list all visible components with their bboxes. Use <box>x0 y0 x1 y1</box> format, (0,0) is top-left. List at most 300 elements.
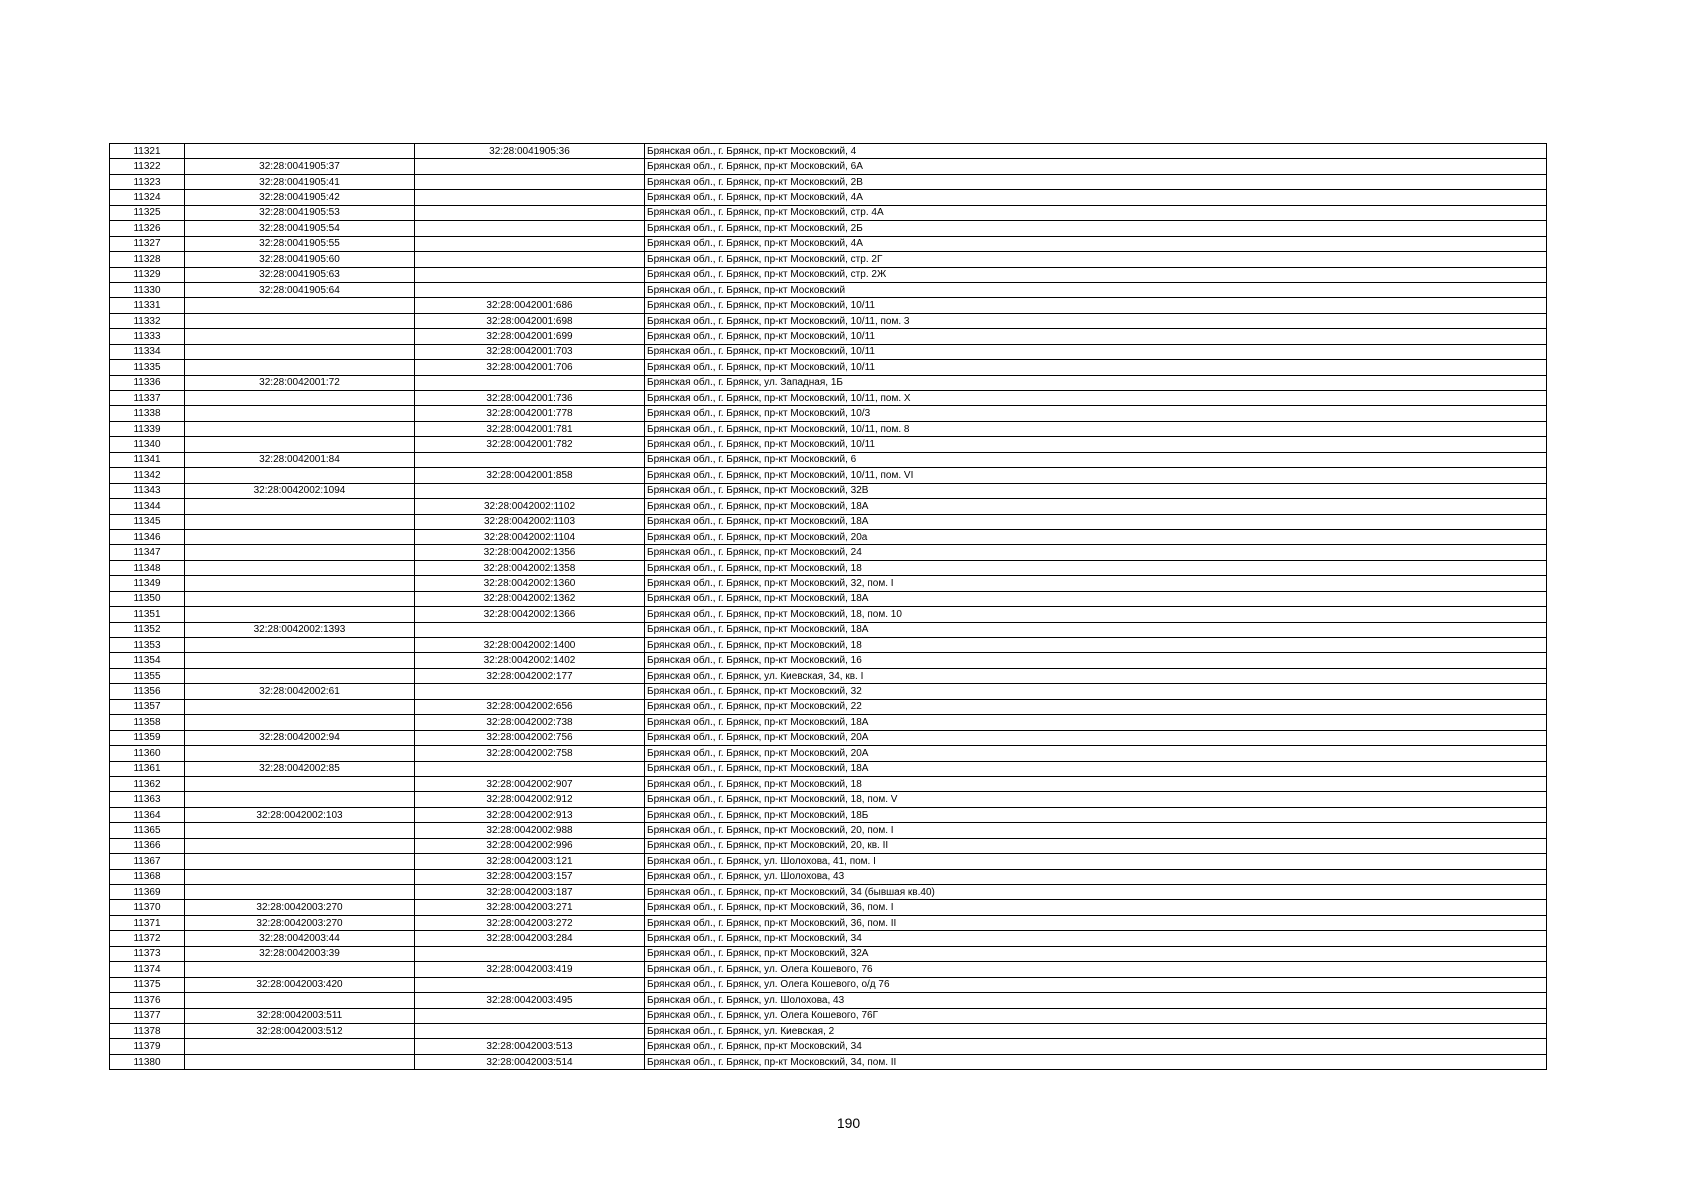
table-row <box>110 1023 1547 1038</box>
row-number-cell: 11367 <box>110 854 185 869</box>
related-cadastral-number-cell: 32:28:0042002:1362 <box>415 591 645 606</box>
cadastral-number-cell <box>185 746 415 761</box>
row-number-cell: 11322 <box>110 159 185 174</box>
address-cell: Брянская обл., г. Брянск, пр-кт Московский, 36, пом. I <box>645 900 1547 915</box>
row-number-cell: 11349 <box>110 576 185 591</box>
address-cell: Брянская обл., г. Брянск, ул. Олега Кошевого, 76 <box>645 962 1547 977</box>
address-cell: Брянская обл., г. Брянск, ул. Киевская, 34, кв. I <box>645 668 1547 683</box>
address-cell: Брянская обл., г. Брянск, ул. Шолохова, 43 <box>645 869 1547 884</box>
address-cell: Брянская обл., г. Брянск, пр-кт Московский, 34 <box>645 931 1547 946</box>
address-cell: Брянская обл., г. Брянск, пр-кт Московский, 6А <box>645 159 1547 174</box>
related-cadastral-number-cell: 32:28:0042003:514 <box>415 1054 645 1069</box>
row-number-cell: 11377 <box>110 1008 185 1023</box>
row-number-cell: 11371 <box>110 915 185 930</box>
related-cadastral-number-cell: 32:28:0042002:907 <box>415 776 645 791</box>
related-cadastral-number-cell: 32:28:0042001:686 <box>415 298 645 313</box>
table-row <box>110 869 1547 884</box>
address-cell: Брянская обл., г. Брянск, пр-кт Московский, 32А <box>645 946 1547 961</box>
address-cell: Брянская обл., г. Брянск, пр-кт Московский, 18А <box>645 622 1547 637</box>
cadastral-number-cell: 32:28:0041905:63 <box>185 267 415 282</box>
cadastral-number-cell <box>185 437 415 452</box>
address-cell: Брянская обл., г. Брянск, пр-кт Московский, 18А <box>645 591 1547 606</box>
address-cell: Брянская обл., г. Брянск, пр-кт Московский, 18 <box>645 560 1547 575</box>
address-cell: Брянская обл., г. Брянск, ул. Шолохова, 41, пом. I <box>645 854 1547 869</box>
related-cadastral-number-cell: 32:28:0042002:913 <box>415 807 645 822</box>
row-number-cell: 11360 <box>110 746 185 761</box>
related-cadastral-number-cell <box>415 174 645 189</box>
address-cell: Брянская обл., г. Брянск, пр-кт Московский, 20а <box>645 529 1547 544</box>
row-number-cell: 11365 <box>110 823 185 838</box>
row-number-cell: 11380 <box>110 1054 185 1069</box>
row-number-cell: 11357 <box>110 699 185 714</box>
row-number-cell: 11376 <box>110 993 185 1008</box>
address-cell: Брянская обл., г. Брянск, пр-кт Московский, 4 <box>645 144 1547 159</box>
cadastral-number-cell <box>185 545 415 560</box>
cadastral-number-cell: 32:28:0041905:42 <box>185 190 415 205</box>
related-cadastral-number-cell <box>415 267 645 282</box>
row-number-cell: 11335 <box>110 360 185 375</box>
table-row <box>110 1054 1547 1069</box>
address-cell: Брянская обл., г. Брянск, пр-кт Московский, 18 <box>645 776 1547 791</box>
cadastral-number-cell <box>185 776 415 791</box>
address-cell: Брянская обл., г. Брянск, пр-кт Московский, 20, пом. I <box>645 823 1547 838</box>
cadastral-number-cell <box>185 962 415 977</box>
cadastral-number-cell <box>185 1054 415 1069</box>
row-number-cell: 11348 <box>110 560 185 575</box>
row-number-cell: 11345 <box>110 514 185 529</box>
cadastral-number-cell: 32:28:0041905:37 <box>185 159 415 174</box>
address-cell: Брянская обл., г. Брянск, пр-кт Московский, 10/11 <box>645 360 1547 375</box>
cadastral-number-cell: 32:28:0042003:44 <box>185 931 415 946</box>
table-row <box>110 838 1547 853</box>
related-cadastral-number-cell <box>415 483 645 498</box>
address-cell: Брянская обл., г. Брянск, пр-кт Московский, 2Б <box>645 221 1547 236</box>
cadastral-number-cell <box>185 607 415 622</box>
address-cell: Брянская обл., г. Брянск, пр-кт Московский, 32, пом. I <box>645 576 1547 591</box>
cadastral-number-cell <box>185 329 415 344</box>
address-cell: Брянская обл., г. Брянск, пр-кт Московский <box>645 282 1547 297</box>
row-number-cell: 11326 <box>110 221 185 236</box>
table-row <box>110 684 1547 699</box>
address-cell: Брянская обл., г. Брянск, пр-кт Московский, стр. 2Ж <box>645 267 1547 282</box>
related-cadastral-number-cell: 32:28:0042003:495 <box>415 993 645 1008</box>
related-cadastral-number-cell <box>415 977 645 992</box>
row-number-cell: 11325 <box>110 205 185 220</box>
address-cell: Брянская обл., г. Брянск, пр-кт Московский, 34, пом. II <box>645 1054 1547 1069</box>
row-number-cell: 11362 <box>110 776 185 791</box>
row-number-cell: 11327 <box>110 236 185 251</box>
row-number-cell: 11368 <box>110 869 185 884</box>
table-row <box>110 360 1547 375</box>
row-number-cell: 11347 <box>110 545 185 560</box>
table-row <box>110 159 1547 174</box>
related-cadastral-number-cell: 32:28:0042002:1358 <box>415 560 645 575</box>
row-number-cell: 11344 <box>110 499 185 514</box>
table-row <box>110 607 1547 622</box>
row-number-cell: 11374 <box>110 962 185 977</box>
row-number-cell: 11341 <box>110 452 185 467</box>
related-cadastral-number-cell: 32:28:0042002:1102 <box>415 499 645 514</box>
row-number-cell: 11363 <box>110 792 185 807</box>
table-row <box>110 715 1547 730</box>
related-cadastral-number-cell: 32:28:0042001:858 <box>415 468 645 483</box>
row-number-cell: 11331 <box>110 298 185 313</box>
cadastral-number-cell: 32:28:0041905:54 <box>185 221 415 236</box>
cadastral-number-cell <box>185 576 415 591</box>
related-cadastral-number-cell <box>415 252 645 267</box>
cadastral-number-cell <box>185 514 415 529</box>
row-number-cell: 11375 <box>110 977 185 992</box>
table-row <box>110 514 1547 529</box>
address-cell: Брянская обл., г. Брянск, пр-кт Московский, 20А <box>645 730 1547 745</box>
related-cadastral-number-cell <box>415 452 645 467</box>
table-row <box>110 483 1547 498</box>
related-cadastral-number-cell <box>415 375 645 390</box>
related-cadastral-number-cell: 32:28:0042002:758 <box>415 746 645 761</box>
cadastral-number-cell <box>185 638 415 653</box>
cadastral-number-cell <box>185 298 415 313</box>
address-cell: Брянская обл., г. Брянск, пр-кт Московский, 4А <box>645 190 1547 205</box>
table-row <box>110 807 1547 822</box>
address-cell: Брянская обл., г. Брянск, пр-кт Московский, 18А <box>645 499 1547 514</box>
row-number-cell: 11378 <box>110 1023 185 1038</box>
related-cadastral-number-cell <box>415 190 645 205</box>
related-cadastral-number-cell: 32:28:0042002:988 <box>415 823 645 838</box>
table-body <box>110 144 1547 1070</box>
row-number-cell: 11350 <box>110 591 185 606</box>
related-cadastral-number-cell: 32:28:0042002:1402 <box>415 653 645 668</box>
address-cell: Брянская обл., г. Брянск, пр-кт Московский, стр. 2Г <box>645 252 1547 267</box>
related-cadastral-number-cell: 32:28:0042002:1360 <box>415 576 645 591</box>
related-cadastral-number-cell <box>415 221 645 236</box>
cadastral-number-cell <box>185 529 415 544</box>
address-cell: Брянская обл., г. Брянск, пр-кт Московский, 20А <box>645 746 1547 761</box>
cadastral-number-cell: 32:28:0042002:61 <box>185 684 415 699</box>
table-row <box>110 391 1547 406</box>
cadastral-number-cell: 32:28:0042002:94 <box>185 730 415 745</box>
cadastral-number-cell: 32:28:0042003:420 <box>185 977 415 992</box>
address-cell: Брянская обл., г. Брянск, пр-кт Московский, 18Б <box>645 807 1547 822</box>
table-row <box>110 545 1547 560</box>
address-cell: Брянская обл., г. Брянск, пр-кт Московский, 10/11 <box>645 298 1547 313</box>
row-number-cell: 11379 <box>110 1039 185 1054</box>
address-cell: Брянская обл., г. Брянск, пр-кт Московский, 34 <box>645 1039 1547 1054</box>
table-row <box>110 622 1547 637</box>
address-cell: Брянская обл., г. Брянск, пр-кт Московский, 10/11 <box>645 344 1547 359</box>
related-cadastral-number-cell: 32:28:0042003:121 <box>415 854 645 869</box>
related-cadastral-number-cell: 32:28:0042002:912 <box>415 792 645 807</box>
cadastral-number-cell <box>185 993 415 1008</box>
table-row <box>110 344 1547 359</box>
table-row <box>110 761 1547 776</box>
table-row <box>110 668 1547 683</box>
cadastral-number-cell <box>185 823 415 838</box>
cadastral-number-cell <box>185 313 415 328</box>
address-cell: Брянская обл., г. Брянск, пр-кт Московский, 10/11, пом. 8 <box>645 421 1547 436</box>
row-number-cell: 11329 <box>110 267 185 282</box>
row-number-cell: 11340 <box>110 437 185 452</box>
table-row <box>110 823 1547 838</box>
related-cadastral-number-cell: 32:28:0042001:781 <box>415 421 645 436</box>
address-cell: Брянская обл., г. Брянск, пр-кт Московский, 32В <box>645 483 1547 498</box>
related-cadastral-number-cell: 32:28:0042003:271 <box>415 900 645 915</box>
table-row <box>110 1008 1547 1023</box>
related-cadastral-number-cell: 32:28:0042001:782 <box>415 437 645 452</box>
address-cell: Брянская обл., г. Брянск, пр-кт Московский, 18А <box>645 514 1547 529</box>
cadastral-number-cell <box>185 560 415 575</box>
cadastral-number-cell: 32:28:0042003:39 <box>185 946 415 961</box>
related-cadastral-number-cell: 32:28:0042002:1356 <box>415 545 645 560</box>
table-row <box>110 993 1547 1008</box>
related-cadastral-number-cell: 32:28:0042001:699 <box>415 329 645 344</box>
row-number-cell: 11334 <box>110 344 185 359</box>
row-number-cell: 11321 <box>110 144 185 159</box>
address-cell: Брянская обл., г. Брянск, пр-кт Московский, 18А <box>645 761 1547 776</box>
address-cell: Брянская обл., г. Брянск, пр-кт Московский, 10/11 <box>645 437 1547 452</box>
row-number-cell: 11359 <box>110 730 185 745</box>
address-cell: Брянская обл., г. Брянск, пр-кт Московский, 36, пом. II <box>645 915 1547 930</box>
address-cell: Брянская обл., г. Брянск, ул. Олега Кошевого, о/д 76 <box>645 977 1547 992</box>
address-cell: Брянская обл., г. Брянск, пр-кт Московский, 34 (бывшая кв.40) <box>645 885 1547 900</box>
row-number-cell: 11332 <box>110 313 185 328</box>
table-row <box>110 421 1547 436</box>
table-row <box>110 591 1547 606</box>
related-cadastral-number-cell: 32:28:0042003:272 <box>415 915 645 930</box>
table-row <box>110 375 1547 390</box>
related-cadastral-number-cell: 32:28:0041905:36 <box>415 144 645 159</box>
row-number-cell: 11373 <box>110 946 185 961</box>
row-number-cell: 11354 <box>110 653 185 668</box>
row-number-cell: 11358 <box>110 715 185 730</box>
address-cell: Брянская обл., г. Брянск, ул. Олега Кошевого, 76Г <box>645 1008 1547 1023</box>
table-row <box>110 406 1547 421</box>
related-cadastral-number-cell: 32:28:0042002:996 <box>415 838 645 853</box>
table-row <box>110 792 1547 807</box>
related-cadastral-number-cell: 32:28:0042003:419 <box>415 962 645 977</box>
address-cell: Брянская обл., г. Брянск, ул. Западная, 1Б <box>645 375 1547 390</box>
related-cadastral-number-cell: 32:28:0042003:284 <box>415 931 645 946</box>
related-cadastral-number-cell: 32:28:0042002:1366 <box>415 607 645 622</box>
table-row <box>110 900 1547 915</box>
row-number-cell: 11328 <box>110 252 185 267</box>
table-row <box>110 854 1547 869</box>
table-row <box>110 931 1547 946</box>
cadastral-number-cell: 32:28:0042001:84 <box>185 452 415 467</box>
address-cell: Брянская обл., г. Брянск, пр-кт Московский, 18, пом. 10 <box>645 607 1547 622</box>
related-cadastral-number-cell: 32:28:0042003:187 <box>415 885 645 900</box>
cadastral-number-cell: 32:28:0042003:512 <box>185 1023 415 1038</box>
related-cadastral-number-cell: 32:28:0042003:513 <box>415 1039 645 1054</box>
cadastral-number-cell <box>185 591 415 606</box>
cadastral-number-cell: 32:28:0041905:41 <box>185 174 415 189</box>
address-cell: Брянская обл., г. Брянск, пр-кт Московский, 24 <box>645 545 1547 560</box>
row-number-cell: 11339 <box>110 421 185 436</box>
row-number-cell: 11356 <box>110 684 185 699</box>
cadastral-number-cell: 32:28:0042002:103 <box>185 807 415 822</box>
table-row <box>110 946 1547 961</box>
row-number-cell: 11366 <box>110 838 185 853</box>
related-cadastral-number-cell <box>415 761 645 776</box>
related-cadastral-number-cell <box>415 282 645 297</box>
row-number-cell: 11333 <box>110 329 185 344</box>
cadastral-number-cell <box>185 885 415 900</box>
row-number-cell: 11338 <box>110 406 185 421</box>
row-number-cell: 11342 <box>110 468 185 483</box>
cadastral-number-cell: 32:28:0042003:270 <box>185 900 415 915</box>
row-number-cell: 11353 <box>110 638 185 653</box>
address-cell: Брянская обл., г. Брянск, пр-кт Московский, 20, кв. II <box>645 838 1547 853</box>
related-cadastral-number-cell: 32:28:0042002:1400 <box>415 638 645 653</box>
related-cadastral-number-cell: 32:28:0042001:736 <box>415 391 645 406</box>
cadastral-number-cell <box>185 699 415 714</box>
table-row <box>110 776 1547 791</box>
table-row <box>110 252 1547 267</box>
address-cell: Брянская обл., г. Брянск, пр-кт Московский, 22 <box>645 699 1547 714</box>
address-cell: Брянская обл., г. Брянск, пр-кт Московский, 10/11, пом. VI <box>645 468 1547 483</box>
address-cell: Брянская обл., г. Брянск, ул. Шолохова, 43 <box>645 993 1547 1008</box>
cadastral-number-cell: 32:28:0042003:270 <box>185 915 415 930</box>
table-row <box>110 962 1547 977</box>
cadastral-number-cell: 32:28:0041905:64 <box>185 282 415 297</box>
table-row <box>110 746 1547 761</box>
cadastral-number-cell <box>185 838 415 853</box>
cadastral-number-cell <box>185 406 415 421</box>
row-number-cell: 11330 <box>110 282 185 297</box>
cadastral-number-cell <box>185 499 415 514</box>
cadastral-number-cell <box>185 421 415 436</box>
row-number-cell: 11336 <box>110 375 185 390</box>
related-cadastral-number-cell <box>415 622 645 637</box>
row-number-cell: 11364 <box>110 807 185 822</box>
table-row <box>110 730 1547 745</box>
related-cadastral-number-cell <box>415 684 645 699</box>
row-number-cell: 11372 <box>110 931 185 946</box>
related-cadastral-number-cell: 32:28:0042003:157 <box>415 869 645 884</box>
table-row <box>110 885 1547 900</box>
table-row <box>110 282 1547 297</box>
table-row <box>110 560 1547 575</box>
row-number-cell: 11369 <box>110 885 185 900</box>
table-row <box>110 437 1547 452</box>
table-row <box>110 144 1547 159</box>
table-row <box>110 298 1547 313</box>
table-row <box>110 699 1547 714</box>
address-cell: Брянская обл., г. Брянск, пр-кт Московский, 10/3 <box>645 406 1547 421</box>
table-row <box>110 1039 1547 1054</box>
related-cadastral-number-cell <box>415 1023 645 1038</box>
cadastral-number-cell <box>185 792 415 807</box>
cadastral-number-cell: 32:28:0042001:72 <box>185 375 415 390</box>
table-row <box>110 313 1547 328</box>
cadastral-register-table <box>109 143 1547 1070</box>
cadastral-number-cell: 32:28:0041905:53 <box>185 205 415 220</box>
cadastral-number-cell <box>185 344 415 359</box>
table-row <box>110 236 1547 251</box>
address-cell: Брянская обл., г. Брянск, пр-кт Московский, 18 <box>645 638 1547 653</box>
cadastral-number-cell <box>185 468 415 483</box>
address-cell: Брянская обл., г. Брянск, пр-кт Московский, 10/11, пом. 3 <box>645 313 1547 328</box>
related-cadastral-number-cell <box>415 946 645 961</box>
related-cadastral-number-cell: 32:28:0042001:778 <box>415 406 645 421</box>
table-row <box>110 529 1547 544</box>
cadastral-number-cell: 32:28:0042002:1094 <box>185 483 415 498</box>
table-row <box>110 174 1547 189</box>
cadastral-number-cell: 32:28:0041905:55 <box>185 236 415 251</box>
row-number-cell: 11355 <box>110 668 185 683</box>
address-cell: Брянская обл., г. Брянск, пр-кт Московский, 6 <box>645 452 1547 467</box>
address-cell: Брянская обл., г. Брянск, пр-кт Московский, 2В <box>645 174 1547 189</box>
related-cadastral-number-cell: 32:28:0042001:698 <box>415 313 645 328</box>
related-cadastral-number-cell <box>415 159 645 174</box>
cadastral-number-cell <box>185 854 415 869</box>
cadastral-number-cell <box>185 869 415 884</box>
table-row <box>110 190 1547 205</box>
cadastral-number-cell <box>185 653 415 668</box>
row-number-cell: 11343 <box>110 483 185 498</box>
row-number-cell: 11323 <box>110 174 185 189</box>
address-cell: Брянская обл., г. Брянск, пр-кт Московский, 18, пом. V <box>645 792 1547 807</box>
row-number-cell: 11351 <box>110 607 185 622</box>
related-cadastral-number-cell <box>415 205 645 220</box>
related-cadastral-number-cell: 32:28:0042002:738 <box>415 715 645 730</box>
cadastral-number-cell: 32:28:0041905:60 <box>185 252 415 267</box>
cadastral-number-cell: 32:28:0042002:85 <box>185 761 415 776</box>
address-cell: Брянская обл., г. Брянск, пр-кт Московский, стр. 4А <box>645 205 1547 220</box>
table-row <box>110 576 1547 591</box>
address-cell: Брянская обл., г. Брянск, ул. Киевская, 2 <box>645 1023 1547 1038</box>
table-row <box>110 638 1547 653</box>
address-cell: Брянская обл., г. Брянск, пр-кт Московский, 18А <box>645 715 1547 730</box>
cadastral-number-cell: 32:28:0042003:511 <box>185 1008 415 1023</box>
related-cadastral-number-cell: 32:28:0042001:706 <box>415 360 645 375</box>
table-row <box>110 468 1547 483</box>
cadastral-number-cell: 32:28:0042002:1393 <box>185 622 415 637</box>
table-row <box>110 329 1547 344</box>
page-number: 190 <box>836 1115 861 1131</box>
related-cadastral-number-cell <box>415 1008 645 1023</box>
table-row <box>110 205 1547 220</box>
cadastral-number-cell <box>185 144 415 159</box>
related-cadastral-number-cell <box>415 236 645 251</box>
address-cell: Брянская обл., г. Брянск, пр-кт Московский, 4А <box>645 236 1547 251</box>
address-cell: Брянская обл., г. Брянск, пр-кт Московский, 16 <box>645 653 1547 668</box>
row-number-cell: 11352 <box>110 622 185 637</box>
related-cadastral-number-cell: 32:28:0042002:1103 <box>415 514 645 529</box>
row-number-cell: 11324 <box>110 190 185 205</box>
row-number-cell: 11370 <box>110 900 185 915</box>
table-row <box>110 915 1547 930</box>
table-row <box>110 977 1547 992</box>
related-cadastral-number-cell: 32:28:0042002:656 <box>415 699 645 714</box>
table-row <box>110 267 1547 282</box>
related-cadastral-number-cell: 32:28:0042001:703 <box>415 344 645 359</box>
cadastral-number-cell <box>185 391 415 406</box>
row-number-cell: 11346 <box>110 529 185 544</box>
address-cell: Брянская обл., г. Брянск, пр-кт Московский, 10/11 <box>645 329 1547 344</box>
table-row <box>110 221 1547 236</box>
table-row <box>110 452 1547 467</box>
address-cell: Брянская обл., г. Брянск, пр-кт Московский, 32 <box>645 684 1547 699</box>
address-cell: Брянская обл., г. Брянск, пр-кт Московский, 10/11, пом. Х <box>645 391 1547 406</box>
related-cadastral-number-cell: 32:28:0042002:756 <box>415 730 645 745</box>
table-row <box>110 653 1547 668</box>
cadastral-number-cell <box>185 668 415 683</box>
cadastral-number-cell <box>185 360 415 375</box>
row-number-cell: 11361 <box>110 761 185 776</box>
row-number-cell: 11337 <box>110 391 185 406</box>
table-row <box>110 499 1547 514</box>
cadastral-number-cell <box>185 1039 415 1054</box>
